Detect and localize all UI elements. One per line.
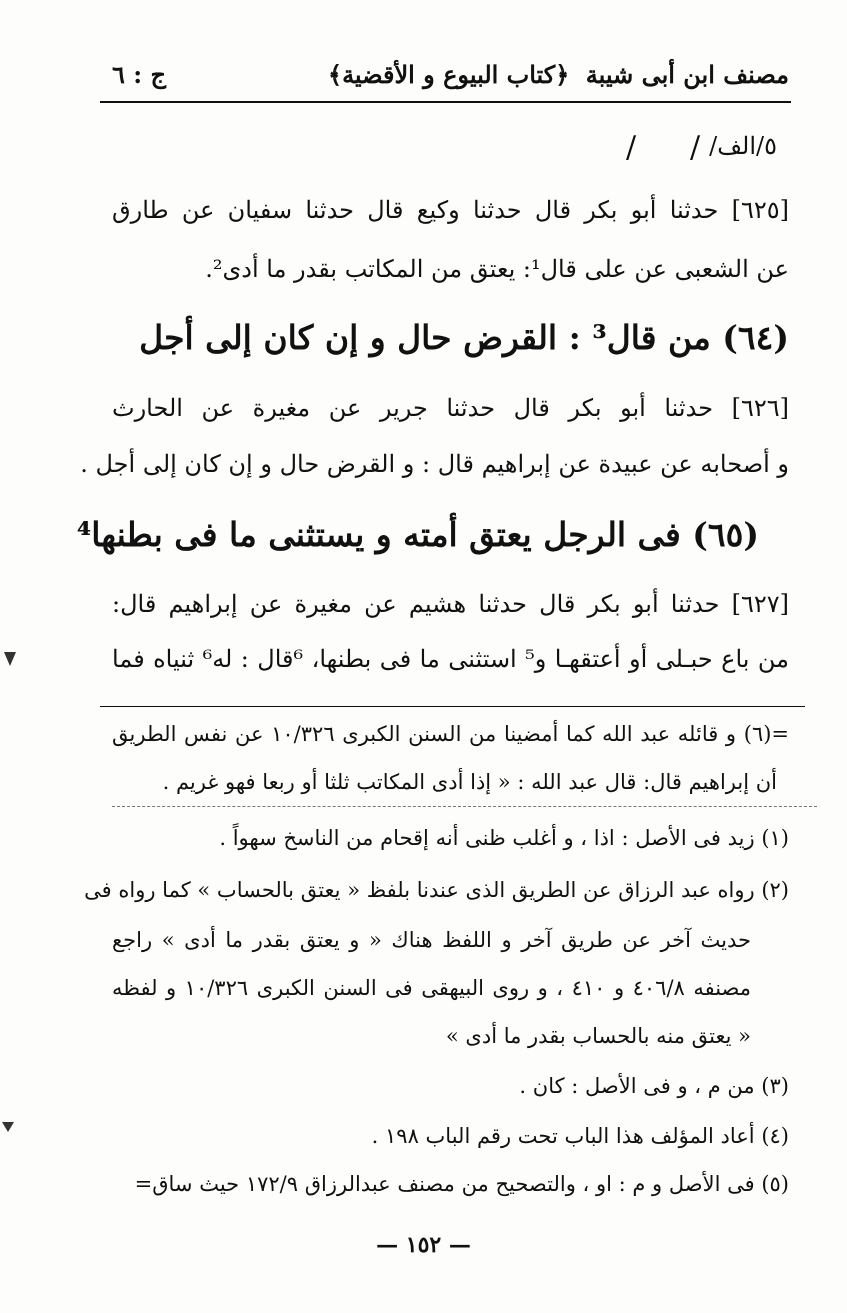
folio-slash: / <box>626 130 637 165</box>
header-rule <box>100 101 791 103</box>
footnote-continued-line-1: =(٦) و قائله عبد الله كما أمضينا من السنن الكبرى ١٠/٣٢٦ عن نفس الطريق <box>112 722 790 746</box>
footnote-2-line-3: مصنفه ٤٠٦/٨ و ٤١٠ ، و روى البيهقى فى السنن الكبرى ١٠/٣٢٦ و لفظه <box>112 976 752 1000</box>
hadith-626-line-2: و أصحابه عن عبيدة عن إبراهيم قال : و القرض حال و إن كان إلى أجل . <box>80 450 789 478</box>
footnote-4: (٤) أعاد المؤلف هذا الباب تحت رقم الباب ١٩٨ . <box>371 1124 789 1148</box>
footnote-rule <box>100 706 805 707</box>
footnote-continued-line-2: أن إبراهيم قال: قال عبد الله : « إذا أدى المكاتب ثلثا أو ربعا فهو غريم . <box>162 770 777 794</box>
folio-marker: ٥/الف/ <box>709 132 777 160</box>
footnote-1: (١) زيد فى الأصل : اذا ، و أغلب ظنى أنه إقحام من الناسخ سهواً . <box>219 826 789 850</box>
chapter-heading-65: (٦٥) فى الرجل يعتق أمته و يستثنى ما فى بطنها⁴ <box>76 515 759 554</box>
footnote-2-line-2: حديث آخر عن طريق آخر و اللفظ هناك « و يعتق بقدر ما أدى » راجع <box>112 928 751 952</box>
footnote-2-line-1: (٢) رواه عبد الرزاق عن الطريق الذى عندنا بلفظ « يعتق بالحساب » كما رواه فى <box>84 878 789 902</box>
footnote-2-line-4: « يعتق منه بالحساب بقدر ما أدى » <box>445 1024 751 1048</box>
footnote-5: (٥) فى الأصل و م : او ، والتصحيح من مصنف عبدالرزاق ١٧٢/٩ حيث ساق= <box>134 1172 789 1196</box>
header-volume: ج : ٦ <box>112 60 166 89</box>
hadith-626-line-1: [٦٢٦] حدثنا أبو بكر قال حدثنا جرير عن مغيرة عن الحارث <box>112 394 789 422</box>
chapter-heading-64: (٦٤) من قال³ : القرض حال و إن كان إلى أجل <box>139 318 789 357</box>
margin-mark <box>4 652 16 666</box>
header-chapter-title: ﴿كتاب البيوع و الأقضية﴾ <box>328 60 570 89</box>
hadith-627-line-2: من باع حبـلى أو أعتقهـا و⁵ استثنى ما فى بطنها، ⁶قال : له⁶ ثنياه فما <box>112 645 790 673</box>
footnote-3: (٣) من م ، و فى الأصل : كان . <box>519 1074 789 1098</box>
folio-slash: / <box>690 130 701 165</box>
margin-mark <box>2 1122 14 1132</box>
footnote-separator <box>112 800 817 807</box>
header-book-title: مصنف ابن أبى شيبة <box>585 60 789 89</box>
hadith-627-line-1: [٦٢٧] حدثنا أبو بكر قال حدثنا هشيم عن مغيرة عن إبراهيم قال: <box>112 590 789 618</box>
page-number: — ١٥٢ — <box>376 1232 471 1258</box>
hadith-625-line-2: عن الشعبى عن على قال¹: يعتق من المكاتب بقدر ما أدى². <box>205 255 789 283</box>
hadith-625-line-1: [٦٢٥] حدثنا أبو بكر قال حدثنا وكيع قال حدثنا سفيان عن طارق <box>112 196 790 224</box>
